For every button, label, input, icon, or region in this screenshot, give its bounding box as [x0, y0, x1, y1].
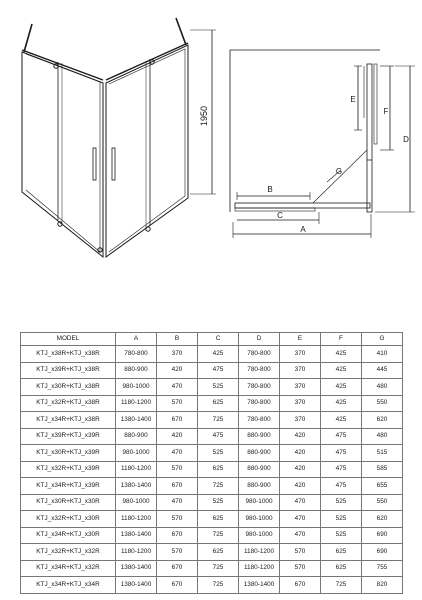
value-cell: 570 — [280, 544, 321, 561]
value-cell: 470 — [157, 494, 198, 511]
value-cell: 980-1000 — [116, 445, 157, 462]
table-row — [21, 428, 403, 445]
table-row — [21, 478, 403, 495]
value-cell: 780-800 — [239, 412, 280, 429]
value-cell: 620 — [362, 511, 403, 528]
value-cell: 780-800 — [239, 395, 280, 412]
value-cell: 1180-1200 — [239, 560, 280, 577]
value-cell: 980-1000 — [239, 511, 280, 528]
value-cell: 410 — [362, 346, 403, 363]
value-cell: 670 — [157, 577, 198, 594]
value-cell: 670 — [280, 577, 321, 594]
value-cell: 1180-1200 — [116, 544, 157, 561]
value-cell: 570 — [280, 560, 321, 577]
wall-bracket-left — [24, 24, 32, 52]
value-cell: 980-1000 — [116, 379, 157, 396]
value-cell: 1180-1200 — [239, 544, 280, 561]
dimension-label-d: D — [403, 135, 409, 144]
value-cell: 1380-1400 — [116, 560, 157, 577]
table-row — [21, 511, 403, 528]
column-header-e: E — [280, 333, 321, 346]
value-cell: 475 — [321, 428, 362, 445]
table-row — [21, 577, 403, 594]
value-cell: 470 — [157, 445, 198, 462]
value-cell: 1380-1400 — [116, 412, 157, 429]
column-header-b: B — [157, 333, 198, 346]
value-cell: 780-800 — [239, 346, 280, 363]
value-cell: 880-900 — [116, 428, 157, 445]
value-cell: 470 — [280, 527, 321, 544]
value-cell: 470 — [280, 494, 321, 511]
table-row — [21, 494, 403, 511]
value-cell: 1380-1400 — [239, 577, 280, 594]
value-cell: 780-800 — [239, 379, 280, 396]
value-cell: 525 — [198, 379, 239, 396]
table-row — [21, 412, 403, 429]
table-row — [21, 445, 403, 462]
value-cell: 370 — [280, 395, 321, 412]
value-cell: 425 — [321, 362, 362, 379]
value-cell: 1380-1400 — [116, 478, 157, 495]
front-panel — [235, 203, 370, 208]
table-row — [21, 560, 403, 577]
value-cell: 515 — [362, 445, 403, 462]
model-cell: KTJ_x32R+KTJ_x30R — [21, 511, 116, 528]
value-cell: 1180-1200 — [116, 511, 157, 528]
right-panel-outline — [106, 45, 188, 257]
table-row — [21, 395, 403, 412]
value-cell: 625 — [198, 395, 239, 412]
value-cell: 570 — [157, 511, 198, 528]
column-header-f: F — [321, 333, 362, 346]
value-cell: 625 — [198, 511, 239, 528]
dimension-label-g: G — [335, 167, 343, 176]
value-cell: 670 — [157, 560, 198, 577]
side-panel — [367, 64, 372, 212]
value-cell: 550 — [362, 494, 403, 511]
value-cell: 670 — [157, 478, 198, 495]
model-cell: KTJ_x34R+KTJ_x34R — [21, 577, 116, 594]
value-cell: 725 — [198, 560, 239, 577]
value-cell: 690 — [362, 544, 403, 561]
value-cell: 980-1000 — [116, 494, 157, 511]
value-cell: 725 — [198, 412, 239, 429]
table-header-row — [21, 333, 403, 346]
value-cell: 525 — [321, 494, 362, 511]
value-cell: 425 — [321, 379, 362, 396]
value-cell: 525 — [198, 494, 239, 511]
value-cell: 625 — [198, 544, 239, 561]
column-header-d: D — [239, 333, 280, 346]
value-cell: 525 — [321, 527, 362, 544]
model-cell: KTJ_x34R+KTJ_x30R — [21, 527, 116, 544]
value-cell: 725 — [198, 478, 239, 495]
value-cell: 475 — [321, 445, 362, 462]
value-cell: 1180-1200 — [116, 395, 157, 412]
value-cell: 425 — [321, 395, 362, 412]
corner-entry-diagonal — [313, 150, 367, 203]
model-cell: KTJ_x30R+KTJ_x38R — [21, 379, 116, 396]
dimension-label-b: B — [267, 185, 273, 194]
model-cell: KTJ_x39R+KTJ_x39R — [21, 428, 116, 445]
value-cell: 420 — [157, 362, 198, 379]
value-cell: 420 — [280, 478, 321, 495]
column-header-g: G — [362, 333, 403, 346]
value-cell: 370 — [280, 362, 321, 379]
table-row — [21, 362, 403, 379]
value-cell: 670 — [157, 527, 198, 544]
model-cell: KTJ_x30R+KTJ_x30R — [21, 494, 116, 511]
value-cell: 425 — [198, 346, 239, 363]
value-cell: 370 — [157, 346, 198, 363]
value-cell: 625 — [321, 560, 362, 577]
value-cell: 480 — [362, 379, 403, 396]
value-cell: 780-800 — [116, 346, 157, 363]
value-cell: 1380-1400 — [116, 577, 157, 594]
value-cell: 570 — [157, 544, 198, 561]
value-cell: 470 — [157, 379, 198, 396]
value-cell: 475 — [321, 461, 362, 478]
value-cell: 425 — [321, 412, 362, 429]
roller — [146, 227, 150, 231]
table-row — [21, 346, 403, 363]
dimension-label-f: F — [383, 107, 389, 116]
left-panel-outline — [22, 52, 103, 257]
value-cell: 980-1000 — [239, 527, 280, 544]
value-cell: 880-900 — [239, 445, 280, 462]
dimension-label-a: A — [300, 225, 306, 234]
model-cell: KTJ_x34R+KTJ_x38R — [21, 412, 116, 429]
value-cell: 480 — [362, 428, 403, 445]
model-cell: KTJ_x34R+KTJ_x32R — [21, 560, 116, 577]
value-cell: 525 — [198, 445, 239, 462]
height-dimension-label: 1950 — [199, 105, 209, 127]
model-cell: KTJ_x38R+KTJ_x38R — [21, 346, 116, 363]
value-cell: 585 — [362, 461, 403, 478]
model-cell: KTJ_x39R+KTJ_x38R — [21, 362, 116, 379]
value-cell: 725 — [198, 577, 239, 594]
value-cell: 880-900 — [239, 478, 280, 495]
column-header-model: MODEL — [21, 333, 116, 346]
table-row — [21, 544, 403, 561]
door-handle-right — [112, 148, 115, 180]
column-header-a: A — [116, 333, 157, 346]
value-cell: 570 — [157, 461, 198, 478]
value-cell: 620 — [362, 412, 403, 429]
door-handle-left — [93, 148, 96, 180]
value-cell: 820 — [362, 577, 403, 594]
value-cell: 420 — [280, 428, 321, 445]
value-cell: 725 — [321, 577, 362, 594]
value-cell: 570 — [157, 395, 198, 412]
dimension-label-c: C — [277, 211, 283, 220]
value-cell: 470 — [280, 511, 321, 528]
value-cell: 880-900 — [239, 428, 280, 445]
value-cell: 880-900 — [239, 461, 280, 478]
value-cell: 725 — [198, 527, 239, 544]
table-row — [21, 461, 403, 478]
value-cell: 625 — [198, 461, 239, 478]
value-cell: 625 — [321, 544, 362, 561]
enclosure-plan-drawing — [225, 0, 422, 260]
enclosure-perspective-drawing — [0, 0, 225, 260]
value-cell: 475 — [198, 428, 239, 445]
value-cell: 1380-1400 — [116, 527, 157, 544]
value-cell: 425 — [321, 346, 362, 363]
value-cell: 445 — [362, 362, 403, 379]
model-cell: KTJ_x32R+KTJ_x39R — [21, 461, 116, 478]
value-cell: 420 — [280, 461, 321, 478]
right-panel-inner — [109, 49, 185, 252]
value-cell: 370 — [280, 379, 321, 396]
column-header-c: C — [198, 333, 239, 346]
value-cell: 370 — [280, 412, 321, 429]
model-cell: KTJ_x32R+KTJ_x32R — [21, 544, 116, 561]
left-panel-inner — [26, 54, 100, 252]
value-cell: 550 — [362, 395, 403, 412]
model-cell: KTJ_x32R+KTJ_x38R — [21, 395, 116, 412]
table-row — [21, 379, 403, 396]
value-cell: 780-800 — [239, 362, 280, 379]
value-cell: 880-900 — [116, 362, 157, 379]
dimension-spec-table — [20, 332, 403, 594]
value-cell: 1180-1200 — [116, 461, 157, 478]
dimension-label-e: E — [350, 95, 356, 104]
value-cell: 420 — [157, 428, 198, 445]
value-cell: 690 — [362, 527, 403, 544]
value-cell: 370 — [280, 346, 321, 363]
table-row — [21, 527, 403, 544]
value-cell: 755 — [362, 560, 403, 577]
value-cell: 420 — [280, 445, 321, 462]
model-cell: KTJ_x30R+KTJ_x39R — [21, 445, 116, 462]
value-cell: 525 — [321, 511, 362, 528]
value-cell: 475 — [321, 478, 362, 495]
value-cell: 980-1000 — [239, 494, 280, 511]
value-cell: 475 — [198, 362, 239, 379]
wall-bracket-right — [176, 18, 186, 45]
model-cell: KTJ_x34R+KTJ_x39R — [21, 478, 116, 495]
value-cell: 670 — [157, 412, 198, 429]
value-cell: 655 — [362, 478, 403, 495]
